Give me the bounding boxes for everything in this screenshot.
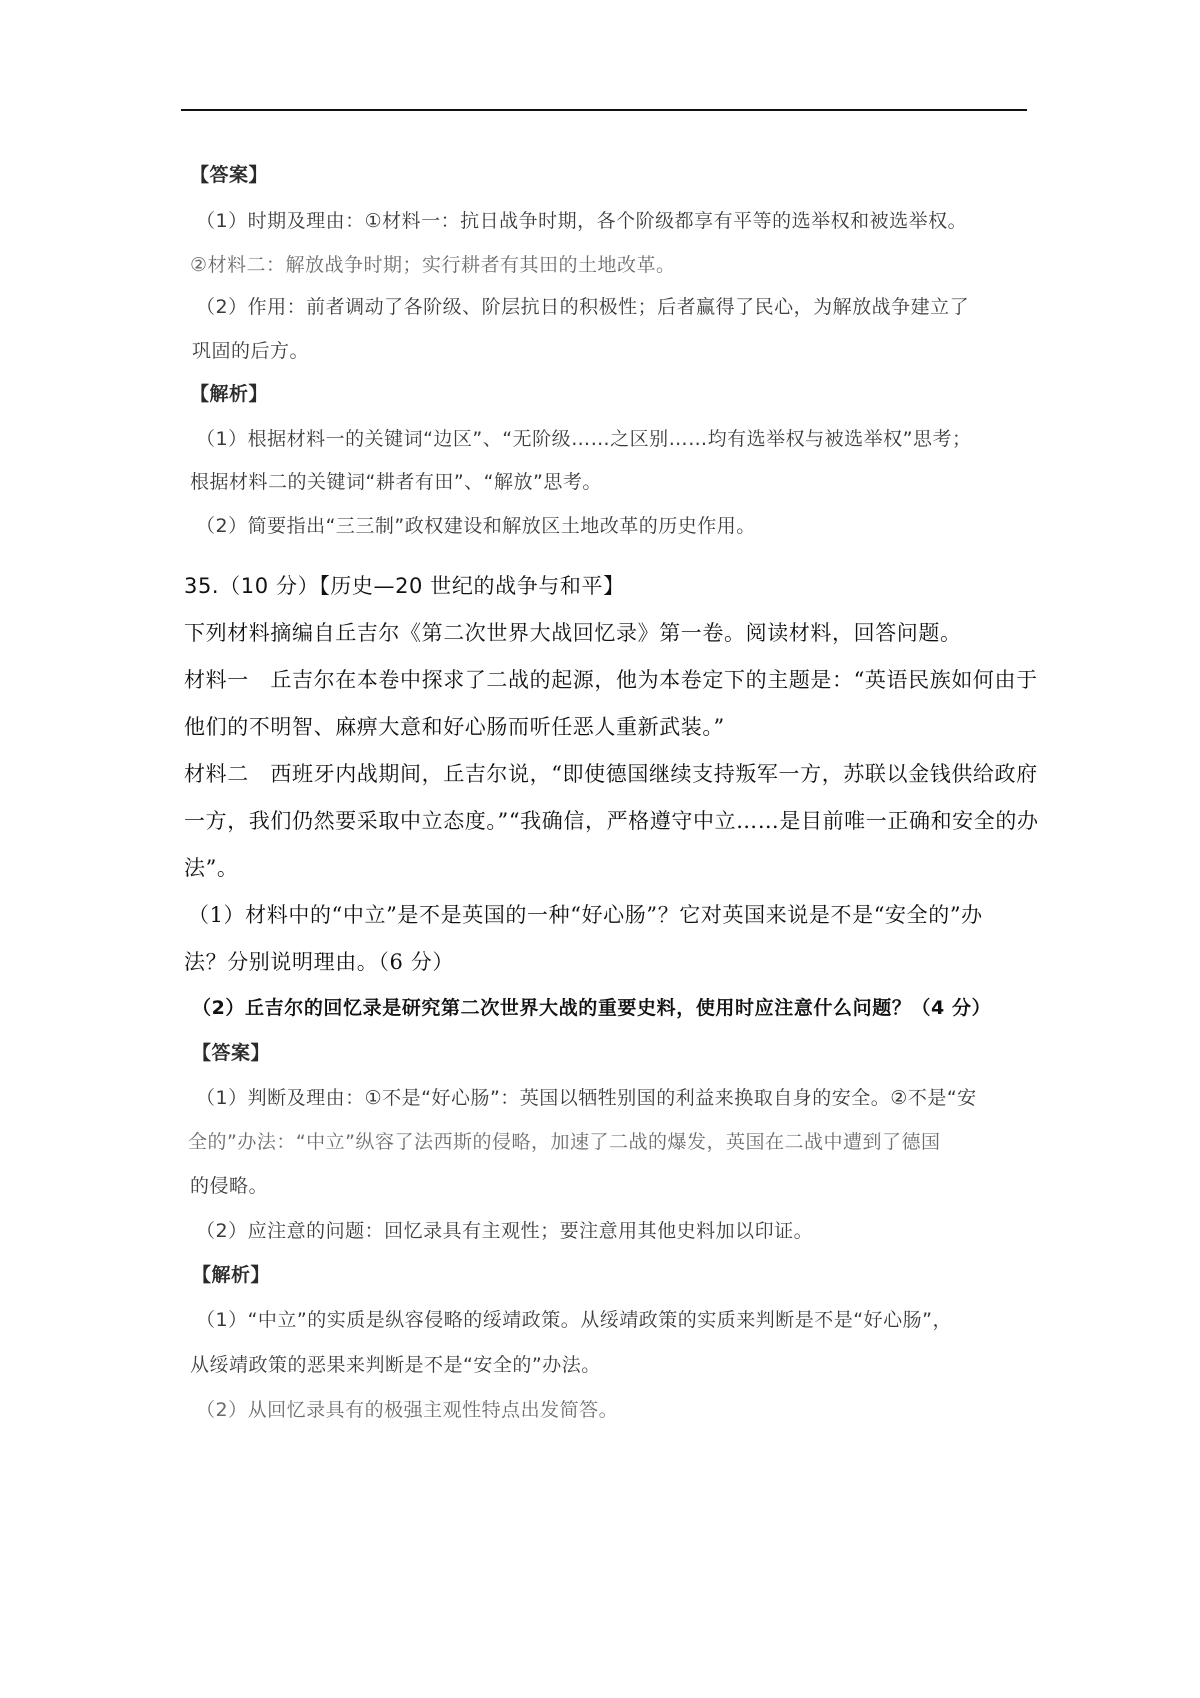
header-rule: [181, 109, 1027, 111]
analysis-heading: 【解析】: [190, 383, 269, 405]
material-2-line-1: 材料二 西班牙内战期间，丘吉尔说，“即使德国继续支持叛军一方，苏联以金钱供给政府: [184, 762, 1038, 786]
answer-1-line-1: （1）时期及理由：①材料一：抗日战争时期，各个阶级都享有平等的选举权和被选举权。: [196, 210, 968, 232]
answer-heading: 【答案】: [190, 164, 269, 186]
analysis-heading-2: 【解析】: [192, 1264, 271, 1286]
material-2-line-3: 法”。: [184, 856, 239, 880]
answer-1-line-2: ②材料二：解放战争时期；实行耕者有其田的土地改革。: [190, 254, 676, 276]
material-1-line-2: 他们的不明智、麻痹大意和好心肠而听任恶人重新武装。”: [184, 715, 725, 739]
answer-2-1-line-3: 的侵略。: [190, 1175, 269, 1197]
answer-2-1-line-1: （1）判断及理由：①不是“好心肠”：英国以牺牲别国的利益来换取自身的安全。②不是“安: [196, 1087, 977, 1109]
analysis-2-2-line-1: （2）从回忆录具有的极强主观性特点出发简答。: [196, 1399, 619, 1421]
answer-2-line-1: （2）作用：前者调动了各阶级、阶层抗日的积极性；后者赢得了民心，为解放战争建立了: [196, 296, 970, 318]
question-1-line-1: （1）材料中的“中立”是不是英国的一种“好心肠”？它对英国来说是不是“安全的”办: [188, 903, 983, 927]
analysis-1-line-1: （1）根据材料一的关键词“边区”、“无阶级……之区别……均有选举权与被选举权”思考；: [196, 428, 972, 450]
material-1-line-1: 材料一 丘吉尔在本卷中探求了二战的起源，他为本卷定下的主题是：“英语民族如何由于: [184, 668, 1038, 692]
question-2-line-1: （2）丘吉尔的回忆录是研究第二次世界大战的重要史料，使用时应注意什么问题？（4 分）: [192, 997, 992, 1019]
analysis-2-1-line-2: 从绥靖政策的恶果来判断是不是“安全的”办法。: [190, 1354, 601, 1376]
analysis-2-1-line-1: （1）“中立”的实质是纵容侵略的绥靖政策。从绥靖政策的实质来判断是不是“好心肠”，: [196, 1309, 952, 1331]
answer-2-line-2: 巩固的后方。: [192, 340, 310, 362]
question-35-intro: 下列材料摘编自丘吉尔《第二次世界大战回忆录》第一卷。阅读材料，回答问题。: [184, 621, 962, 645]
question-35-title: 35.（10 分）【历史—20 世纪的战争与和平】: [184, 574, 625, 598]
answer-2-1-line-2: 全的”办法：“中立”纵容了法西斯的侵略，加速了二战的爆发，英国在二战中遭到了德国: [188, 1131, 941, 1153]
analysis-2-line-1: （2）简要指出“三三制”政权建设和解放区土地改革的历史作用。: [196, 515, 756, 537]
answer-2-2-line-1: （2）应注意的问题：回忆录具有主观性；要注意用其他史料加以印证。: [196, 1220, 814, 1242]
material-2-line-2: 一方，我们仍然要采取中立态度。”“我确信，严格遵守中立……是目前唯一正确和安全的办: [184, 809, 1039, 833]
answer-heading-2: 【答案】: [192, 1042, 271, 1064]
question-1-line-2: 法？分别说明理由。（6 分）: [184, 950, 454, 974]
analysis-1-line-2: 根据材料二的关键词“耕者有田”、“解放”思考。: [190, 471, 602, 493]
